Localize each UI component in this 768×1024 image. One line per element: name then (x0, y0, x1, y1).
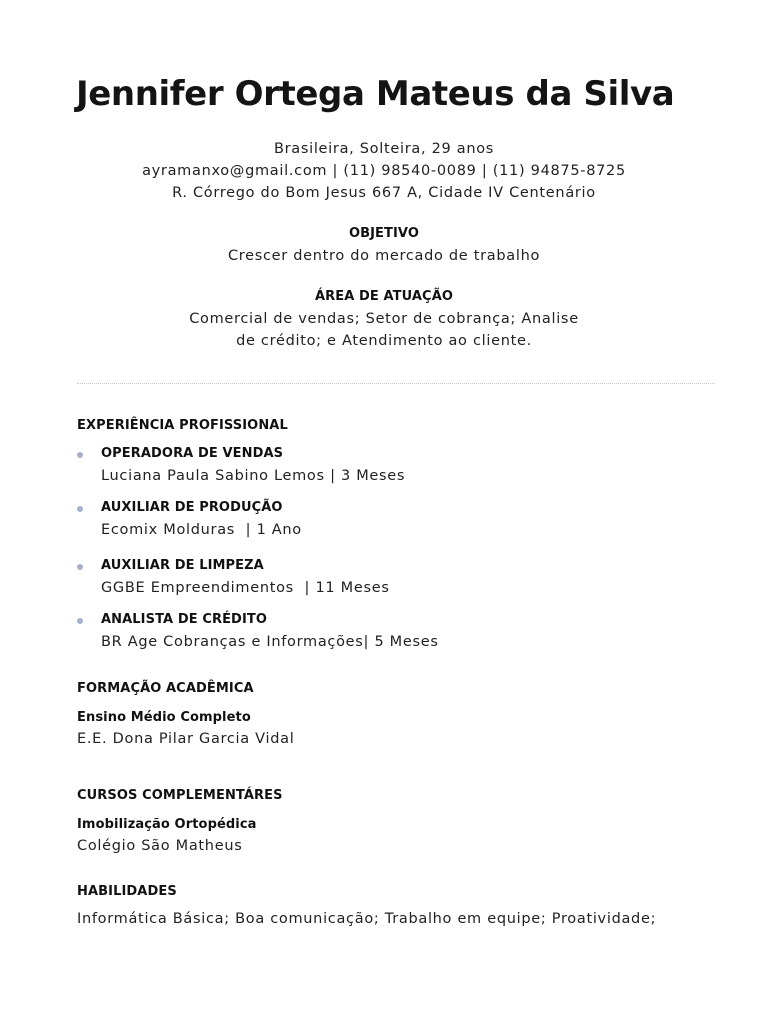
area-text-line-2: de crédito; e Atendimento ao cliente. (236, 333, 532, 349)
area-heading: ÁREA DE ATUAÇÃO (314, 289, 454, 304)
area-text-line-1: Comercial de vendas; Setor de cobrança; Analise (189, 311, 579, 327)
education-heading: FORMAÇÃO ACADÊMICA (77, 681, 254, 696)
job-detail: BR Age Cobranças e Informações| 5 Meses (101, 634, 439, 650)
bullet-icon (77, 506, 83, 512)
job-detail: Ecomix Molduras | 1 Ano (101, 522, 302, 538)
course-detail: Colégio São Matheus (77, 838, 243, 854)
skills-text: Informática Básica; Boa comunicação; Trabalho em equipe; Proatividade; (77, 911, 657, 927)
objective-text: Crescer dentro do mercado de trabalho (227, 248, 541, 264)
bullet-icon (77, 452, 83, 458)
course-title: Imobilização Ortopédica (77, 817, 257, 832)
bullet-icon (77, 618, 83, 624)
bullet-icon (77, 564, 83, 570)
candidate-name: Jennifer Ortega Mateus da Silva (76, 74, 675, 114)
job-detail: Luciana Paula Sabino Lemos | 3 Meses (101, 468, 406, 484)
job-title: OPERADORA DE VENDAS (101, 446, 284, 461)
personal-info: Brasileira, Solteira, 29 anos (273, 141, 495, 157)
objective-heading: OBJETIVO (348, 226, 420, 241)
job-detail: GGBE Empreendimentos | 11 Meses (101, 580, 390, 596)
job-title: AUXILIAR DE PRODUÇÃO (101, 500, 283, 515)
education-title: Ensino Médio Completo (77, 710, 251, 725)
job-title: AUXILIAR DE LIMPEZA (101, 558, 264, 573)
section-divider (77, 383, 715, 384)
job-title: ANALISTA DE CRÉDITO (101, 612, 268, 627)
address: R. Córrego do Bom Jesus 667 A, Cidade IV Centenário (172, 185, 596, 201)
education-entry (77, 710, 294, 747)
skills-heading: HABILIDADES (77, 884, 177, 899)
experience-heading: EXPERIÊNCIA PROFISSIONAL (77, 418, 288, 433)
education-detail: E.E. Dona Pilar Garcia Vidal (77, 731, 295, 747)
course-entry (77, 817, 257, 854)
courses-heading: CURSOS COMPLEMENTÁRES (77, 788, 283, 803)
contact-info: ayramanxo@gmail.com | (11) 98540-0089 | (11) 94875-8725 (142, 163, 626, 179)
